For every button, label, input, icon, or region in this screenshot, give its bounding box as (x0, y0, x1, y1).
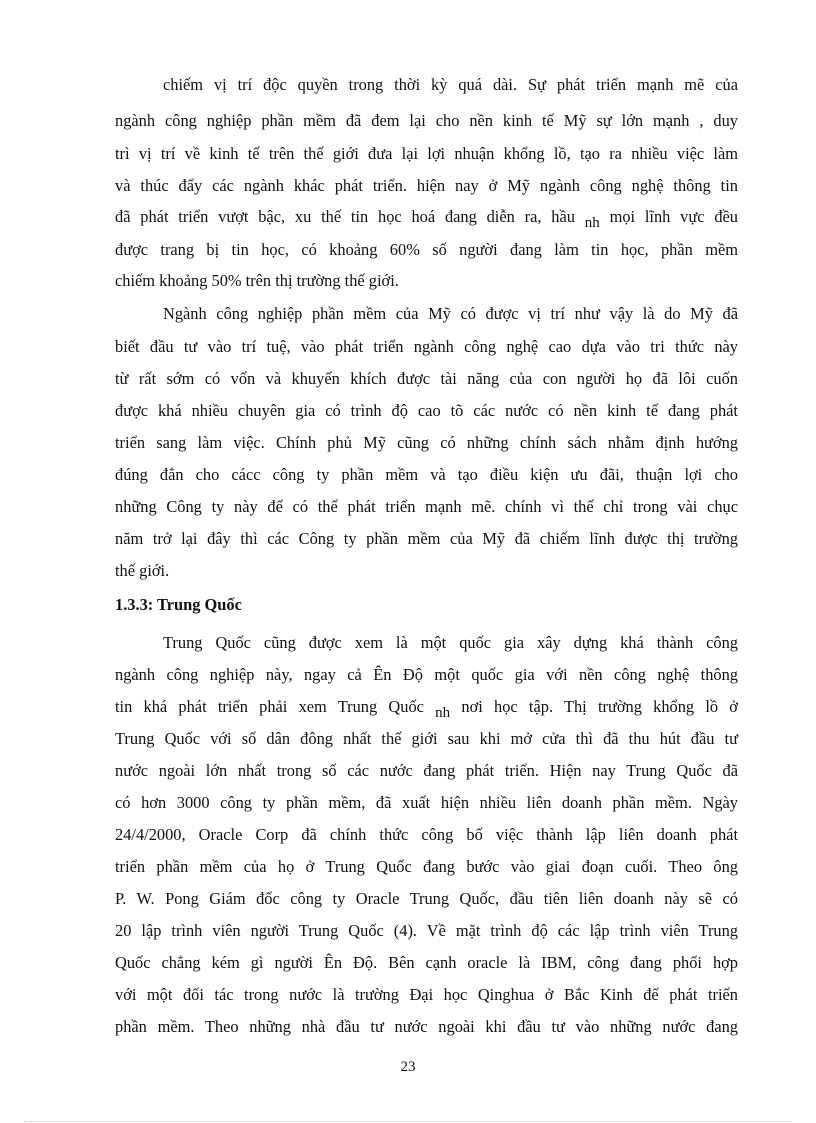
p2-line: năm trở lại đây thì các Công ty phần mềm của Mỹ đã chiếm lĩnh được thị trường (115, 529, 738, 548)
p3-line3-after: nơi học tập. Thị trường khổng lồ ở (461, 697, 738, 716)
p2-line: những Công ty này để có thể phát triển mạnh mẽ. chính vì thế chỉ trong vài chục (115, 497, 738, 516)
subscript-nh: nh (584, 215, 600, 231)
subscript-nh: nh (435, 705, 451, 721)
p3-line: Trung Quốc với số dân đông nhất thế giới sau khi mở cửa thì đã thu hút đầu tư (115, 729, 738, 748)
p3-line: ngành công nghiệp này, ngay cả Ên Độ một quốc gia với nền công nghệ thông (115, 665, 738, 684)
p3-line: phần mềm. Theo những nhà đầu tư nước ngoài khi đầu tư vào những nước đang (115, 1017, 738, 1036)
p3-line: 24/4/2000, Oracle Corp đã chính thức công bố việc thành lập liên doanh phát (115, 825, 738, 844)
p3-line: nước ngoài lớn nhất trong số các nước đang phát triển. Hiện nay Trung Quốc đã (115, 761, 738, 780)
p2-line: thế giới. (115, 561, 170, 580)
p1-line: được trang bị tin học, có khoảng 60% số người đang làm tin học, phần mềm (115, 240, 738, 259)
p2-line: đúng đắn cho cácc công ty phần mềm và tạo điều kiện ưu đãi, thuận lợi cho (115, 465, 738, 484)
p3-line: Quốc chẳng kém gì người Ên Độ. Bên cạnh oracle là IBM, công đang phối hợp (115, 953, 738, 972)
p2-line: triển sang làm việc. Chính phủ Mỹ cũng có những chính sách nhằm định hướng (115, 433, 738, 452)
page-number: 23 (400, 1059, 416, 1075)
p1-line: và thúc đẩy các ngành khác phát triển. hiện nay ở Mỹ ngành công nghệ thông tin (115, 176, 738, 195)
p3-line: với một đối tác trong nước là trường Đại học Qinghua ở Bắc Kinh để phát triển (115, 985, 738, 1004)
p3-line: Trung Quốc cũng được xem là một quốc gia xây dựng khá thành công (163, 633, 738, 652)
p1-line5-before: đã phát triển vượt bậc, xu thế tin học hoá đang diễn ra, hầu (115, 207, 575, 226)
p3-line: có hơn 3000 công ty phần mềm, đã xuất hiện nhiều liên doanh phần mềm. Ngày (115, 793, 738, 812)
p3-line: 20 lập trình viên người Trung Quốc (4). Về mặt trình độ các lập trình viên Trung (115, 921, 738, 940)
p2-line: từ rất sớm có vốn và khuyến khích được tài năng của con người họ đã lôi cuốn (115, 369, 738, 388)
p3-line: triển phần mềm của họ ở Trung Quốc đang bước vào giai đoạn cuối. Theo ông (115, 857, 738, 876)
page-bottom-border (24, 1121, 792, 1122)
p2-line: Ngành công nghiệp phần mềm của Mỹ có được vị trí như vậy là do Mỹ đã (163, 304, 738, 323)
p3-line-subscript (115, 697, 738, 721)
p3-line3-before: tin khá phát triển phải xem Trung Quốc (115, 697, 424, 716)
p1-line5-after: mọi lĩnh vực đều (609, 207, 739, 226)
p2-line: được khá nhiều chuyên gia có trình độ cao tõ các nước có nền kinh tế đang phát (115, 401, 738, 420)
p1-line: ngành công nghiệp phần mềm đã đem lại cho nền kinh tế Mỹ sự lớn mạnh , duy (115, 111, 738, 130)
p1-line: chiếm khoảng 50% trên thị trường thế giới. (115, 271, 399, 290)
p2-line: biết đầu tư vào trí tuệ, vào phát triển ngành công nghệ cao dựa vào tri thức này (115, 337, 738, 356)
p1-line: chiếm vị trí độc quyền trong thời kỳ quá dài. Sự phát triển mạnh mẽ của (163, 75, 738, 94)
p1-line-subscript (115, 207, 739, 231)
section-heading: 1.3.3: Trung Quốc (115, 595, 242, 614)
p1-line: trì vị trí về kinh tế trên thế giới đưa lại lợi nhuận khổng lồ, tạo ra nhiều việc làm (115, 144, 738, 163)
p3-line: P. W. Pong Giám đốc công ty Oracle Trung Quốc, đầu tiên liên doanh này sẽ có (115, 889, 738, 908)
